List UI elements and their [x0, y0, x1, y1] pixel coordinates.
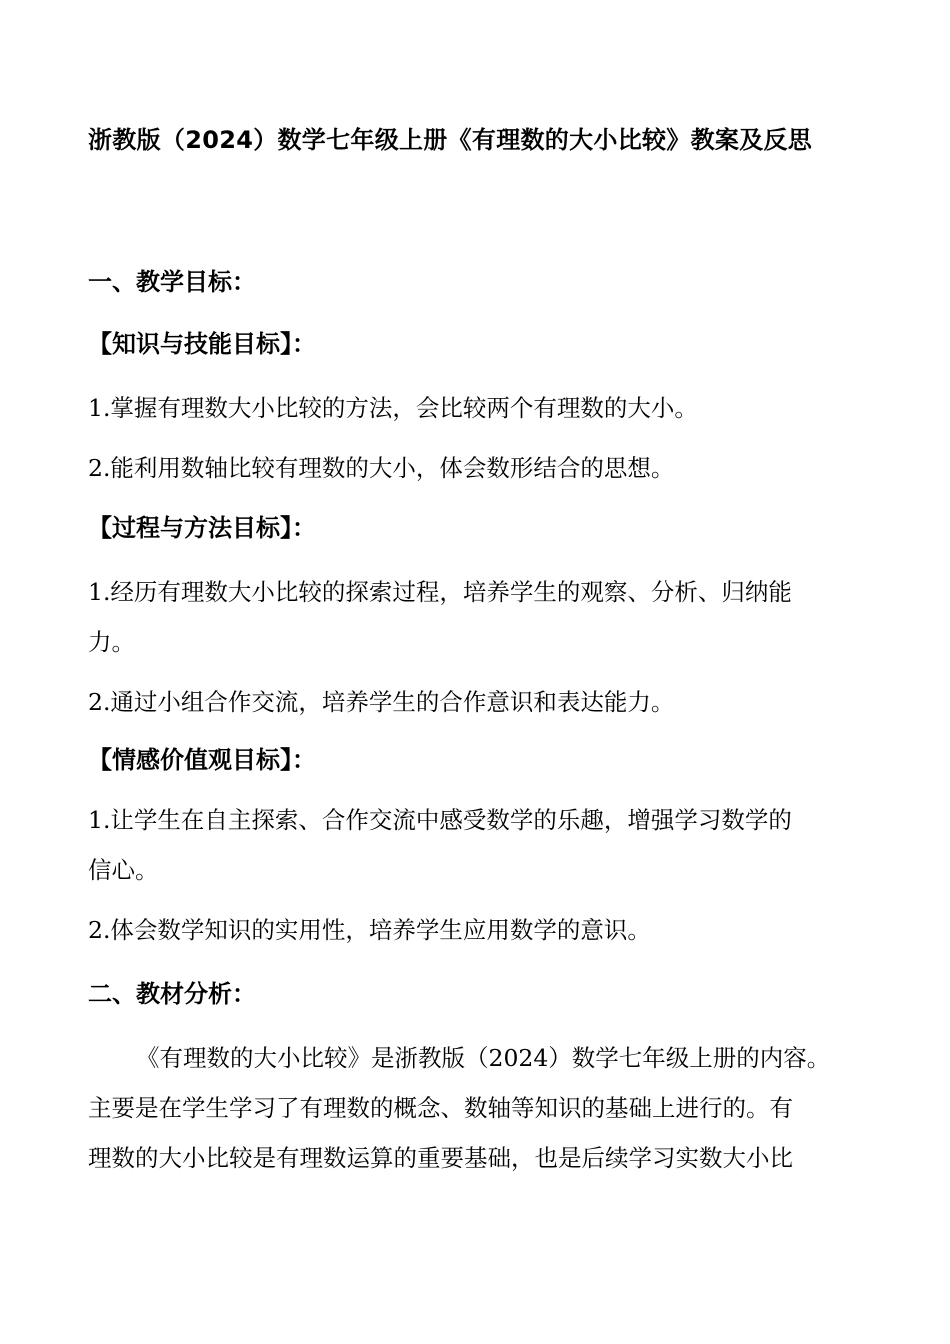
emotion-item-1-line-1: 1.让学生在自主探索、合作交流中感受数学的乐趣，增强学习数学的	[88, 806, 792, 834]
knowledge-item-1: 1.掌握有理数大小比较的方法，会比较两个有理数的大小。	[88, 394, 698, 422]
section-heading-objectives: 一、教学目标：	[88, 268, 256, 296]
subheading-emotion-values: 【情感价值观目标】：	[88, 746, 316, 774]
process-item-2: 2.通过小组合作交流，培养学生的合作意识和表达能力。	[88, 688, 675, 716]
analysis-paragraph-line-3: 理数的大小比较是有理数运算的重要基础，也是后续学习实数大小比	[88, 1144, 793, 1172]
subheading-knowledge-skills: 【知识与技能目标】：	[88, 330, 316, 358]
analysis-paragraph-line-2: 主要是在学生学习了有理数的概念、数轴等知识的基础上进行的。有	[88, 1094, 793, 1122]
knowledge-item-2: 2.能利用数轴比较有理数的大小，体会数形结合的思想。	[88, 454, 675, 482]
emotion-item-2: 2.体会数学知识的实用性，培养学生应用数学的意识。	[88, 916, 651, 944]
analysis-paragraph-line-1: 《有理数的大小比较》是浙教版（2024）数学七年级上册的内容。	[136, 1044, 831, 1072]
section-heading-material-analysis: 二、教材分析：	[88, 980, 256, 1008]
subheading-process-methods: 【过程与方法目标】：	[88, 514, 316, 542]
process-item-1-line-1: 1.经历有理数大小比较的探索过程，培养学生的观察、分析、归纳能	[88, 578, 792, 606]
document-title: 浙教版（2024）数学七年级上册《有理数的大小比较》教案及反思	[88, 126, 813, 154]
process-item-1-line-2: 力。	[88, 628, 135, 656]
emotion-item-1-line-2: 信心。	[88, 856, 159, 884]
